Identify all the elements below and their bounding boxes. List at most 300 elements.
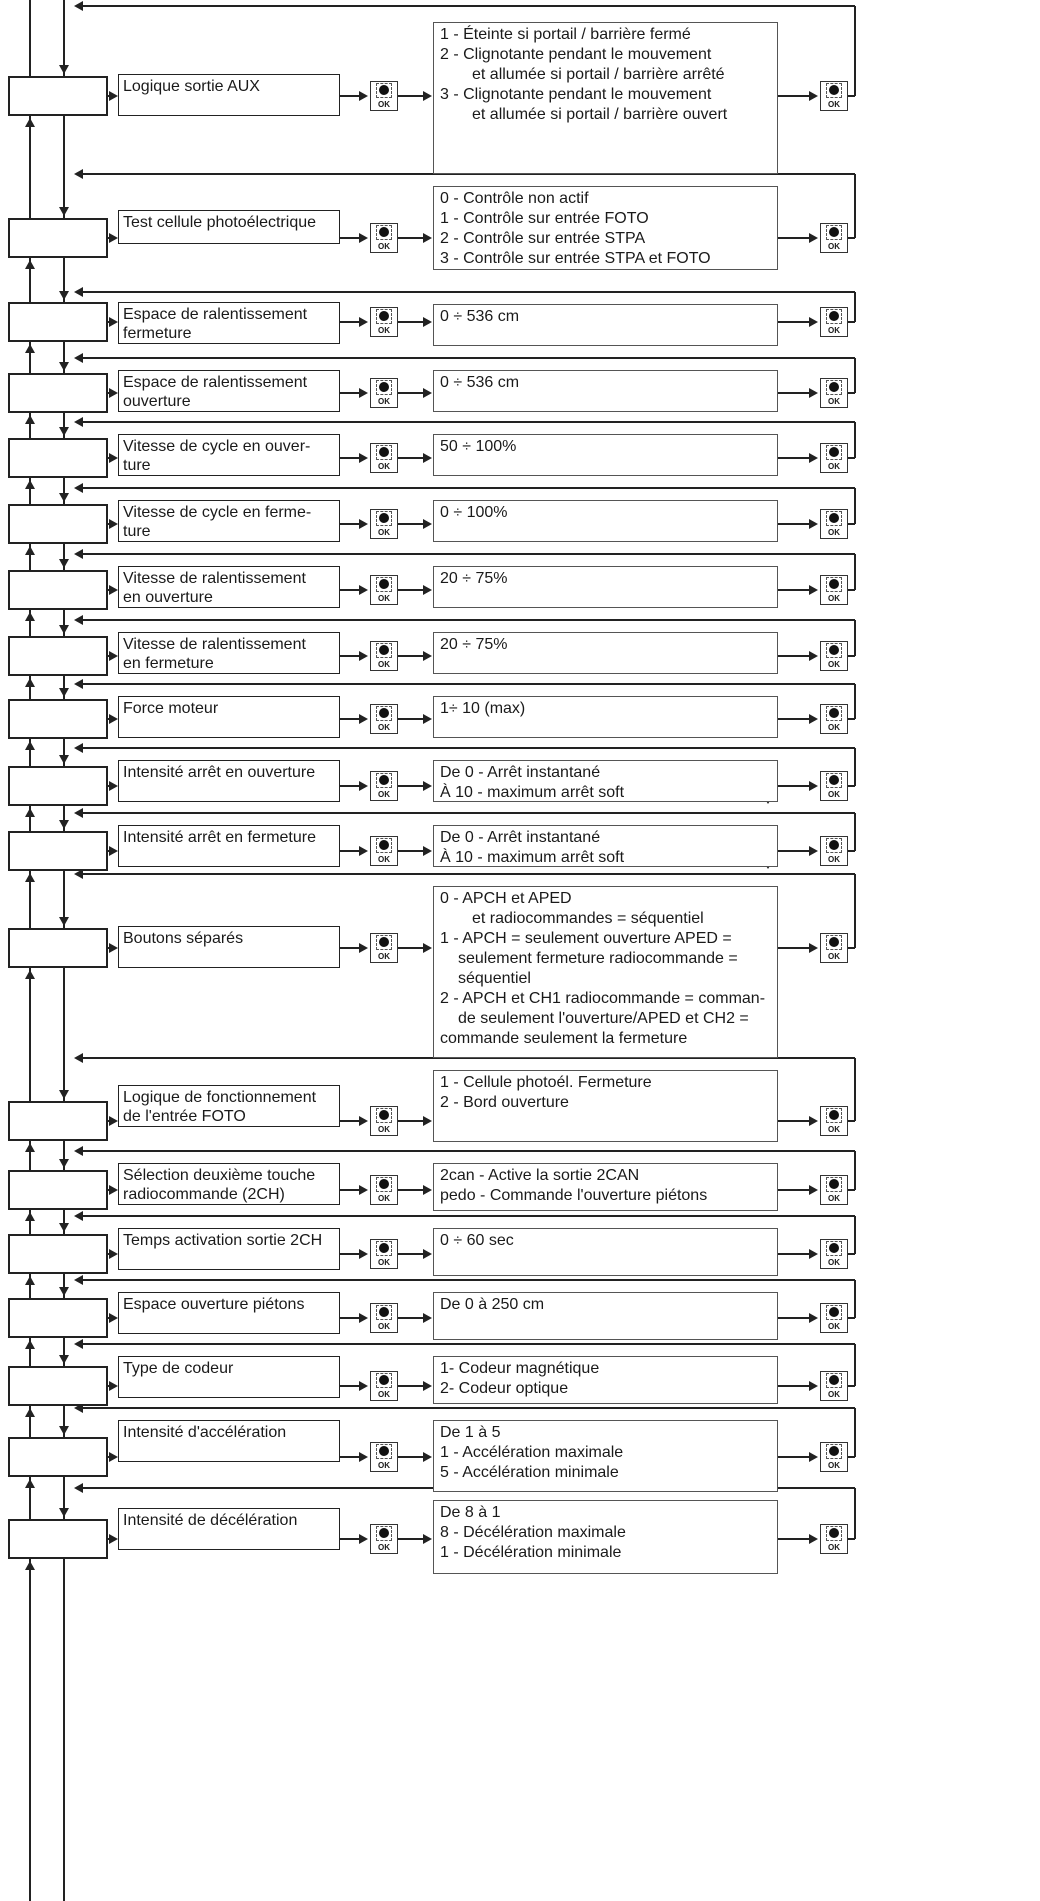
option-line: À 10 - maximum arrêt soft (440, 849, 625, 866)
ok-button-confirm[interactable] (820, 836, 848, 866)
arrow-head (423, 714, 432, 724)
ok-label: OK (828, 462, 840, 471)
param-code-display (8, 699, 108, 739)
param-code-display (8, 1101, 108, 1141)
param-code-display (8, 504, 108, 544)
arrow-head (359, 1313, 368, 1323)
ok-label: OK (828, 100, 840, 109)
up-arrow-head (25, 741, 35, 750)
ok-button-enter[interactable] (370, 1371, 398, 1401)
button-dot-icon (829, 840, 839, 850)
param-code-display (8, 636, 108, 676)
param-code-display (8, 438, 108, 478)
ok-button-confirm[interactable] (820, 575, 848, 605)
button-dot-icon (829, 85, 839, 95)
param-description (118, 825, 340, 867)
param-description (118, 760, 340, 802)
option-line: 1 - Accélération maximale (440, 1444, 624, 1461)
description-line: Sélection deuxième touche (123, 1167, 316, 1184)
ok-button-enter[interactable] (370, 704, 398, 734)
description-line: Espace de ralentissement (123, 374, 308, 391)
arrow-head (109, 233, 118, 243)
ok-label: OK (378, 1322, 390, 1331)
down-arrow-head (59, 820, 69, 829)
arrow-head (809, 1452, 818, 1462)
return-arrow-head (74, 549, 83, 559)
param-description (118, 1356, 340, 1398)
button-dot-icon (829, 227, 839, 237)
option-line: De 0 - Arrêt instantané (440, 764, 601, 781)
param-options (433, 1070, 778, 1142)
param-code-display (8, 373, 108, 413)
ok-label: OK (378, 1258, 390, 1267)
param-code-display (8, 928, 108, 968)
return-arrow-head (74, 169, 83, 179)
option-line: De 0 à 250 cm (440, 1296, 545, 1313)
param-description (118, 302, 340, 344)
param-options (433, 22, 778, 174)
down-arrow-head (59, 1355, 69, 1364)
ok-label: OK (378, 1194, 390, 1203)
option-line: 3 - Contrôle sur entrée STPA et FOTO (440, 250, 711, 267)
ok-button-confirm[interactable] (820, 1106, 848, 1136)
ok-label: OK (378, 790, 390, 799)
ok-button-enter[interactable] (370, 1303, 398, 1333)
up-arrow-head (25, 415, 35, 424)
ok-button-confirm[interactable] (820, 223, 848, 253)
return-arrow-head (74, 353, 83, 363)
option-line: 2can - Active la sortie 2CAN (440, 1167, 640, 1184)
up-arrow-head (25, 970, 35, 979)
option-line: séquentiel (458, 970, 531, 987)
option-line: À 10 - maximum arrêt soft (440, 784, 625, 801)
option-line: 0 ÷ 536 cm (440, 374, 520, 391)
param-description (118, 210, 340, 244)
button-dot-icon (379, 1446, 389, 1456)
param-code-display (8, 218, 108, 258)
description-line: ture (123, 523, 151, 540)
ok-label: OK (378, 1390, 390, 1399)
option-line: 20 ÷ 75% (440, 636, 508, 653)
button-dot-icon (379, 775, 389, 785)
arrow-head (359, 1249, 368, 1259)
up-arrow-head (25, 118, 35, 127)
option-line: 5 - Accélération minimale (440, 1464, 619, 1481)
down-arrow-head (59, 207, 69, 216)
button-dot-icon (379, 1528, 389, 1538)
down-arrow-head (59, 559, 69, 568)
ok-label: OK (378, 397, 390, 406)
button-dot-icon (379, 1110, 389, 1120)
ok-button-confirm[interactable] (820, 1239, 848, 1269)
ok-label: OK (828, 242, 840, 251)
ok-label: OK (828, 1194, 840, 1203)
arrow-head (809, 388, 818, 398)
button-dot-icon (829, 311, 839, 321)
arrow-head (109, 651, 118, 661)
ok-label: OK (378, 100, 390, 109)
option-line: 2 - APCH et CH1 radiocommande = comman- (440, 990, 766, 1007)
arrow-head (423, 233, 432, 243)
ok-label: OK (378, 594, 390, 603)
option-line: 2- Codeur optique (440, 1380, 569, 1397)
ok-button-enter[interactable] (370, 771, 398, 801)
ok-label: OK (378, 528, 390, 537)
button-dot-icon (829, 1307, 839, 1317)
arrow-head (809, 233, 818, 243)
button-dot-icon (829, 937, 839, 947)
arrow-head (109, 1185, 118, 1195)
arrow-head (109, 519, 118, 529)
arrow-head (359, 714, 368, 724)
ok-button-confirm[interactable] (820, 1371, 848, 1401)
param-options (433, 1420, 778, 1492)
arrow-head (423, 1185, 432, 1195)
ok-button-enter[interactable] (370, 641, 398, 671)
param-description (118, 1228, 340, 1270)
ok-label: OK (828, 1258, 840, 1267)
param-code-display (8, 1234, 108, 1274)
up-arrow-head (25, 1212, 35, 1221)
param-code-display (8, 831, 108, 871)
option-line: 2 - Clignotante pendant le mouvement (440, 46, 712, 63)
button-dot-icon (829, 579, 839, 589)
ok-button-enter[interactable] (370, 836, 398, 866)
button-dot-icon (829, 775, 839, 785)
arrow-head (423, 388, 432, 398)
ok-label: OK (378, 660, 390, 669)
down-arrow-head (59, 917, 69, 926)
ok-button-enter[interactable] (370, 307, 398, 337)
ok-button-enter[interactable] (370, 81, 398, 111)
arrow-head (809, 1381, 818, 1391)
option-line: 0 ÷ 100% (440, 504, 508, 521)
arrow-head (109, 1313, 118, 1323)
arrow-head (359, 1381, 368, 1391)
ok-button-confirm[interactable] (820, 771, 848, 801)
option-line: commande seulement la fermeture (440, 1030, 688, 1047)
down-arrow-head (59, 1223, 69, 1232)
description-line: ture (123, 457, 151, 474)
button-dot-icon (379, 513, 389, 523)
ok-button-enter[interactable] (370, 378, 398, 408)
option-line: 8 - Décélération maximale (440, 1524, 626, 1541)
down-arrow-head (59, 688, 69, 697)
ok-button-confirm[interactable] (820, 509, 848, 539)
arrow-head (423, 1313, 432, 1323)
down-arrow-head (59, 493, 69, 502)
ok-label: OK (828, 723, 840, 732)
param-description (118, 1420, 340, 1462)
description-line: Type de codeur (123, 1360, 234, 1377)
description-line: Espace ouverture piétons (123, 1296, 305, 1313)
ok-label: OK (828, 1543, 840, 1552)
ok-label: OK (378, 242, 390, 251)
button-dot-icon (379, 708, 389, 718)
arrow-head (423, 91, 432, 101)
description-line: Boutons séparés (123, 930, 244, 947)
param-options (433, 1163, 778, 1211)
description-line: Temps activation sortie 2CH (123, 1232, 323, 1249)
arrow-head (359, 519, 368, 529)
ok-label: OK (828, 397, 840, 406)
param-description (118, 926, 340, 968)
ok-label: OK (378, 1543, 390, 1552)
param-code-display (8, 1298, 108, 1338)
option-line: et radiocommandes = séquentiel (472, 910, 704, 927)
description-line: en fermeture (123, 655, 214, 672)
param-code-display (8, 766, 108, 806)
param-options (433, 886, 778, 1058)
param-code-display (8, 302, 108, 342)
description-line: Vitesse de ralentissement (123, 570, 306, 587)
option-line: 3 - Clignotante pendant le mouvement (440, 86, 712, 103)
ok-button-confirm[interactable] (820, 1303, 848, 1333)
ok-button-enter[interactable] (370, 509, 398, 539)
ok-label: OK (828, 326, 840, 335)
up-arrow-head (25, 344, 35, 353)
option-line: 0 - Contrôle non actif (440, 190, 589, 207)
param-options (433, 500, 778, 542)
option-line: pedo - Commande l'ouverture piétons (440, 1187, 708, 1204)
button-dot-icon (379, 1243, 389, 1253)
arrow-head (359, 651, 368, 661)
arrow-head (809, 91, 818, 101)
arrow-head (109, 1116, 118, 1126)
description-line: fermeture (123, 325, 192, 342)
option-line: et allumée si portail / barrière ouvert (472, 106, 728, 123)
arrow-head (359, 1185, 368, 1195)
up-arrow-head (25, 1561, 35, 1570)
param-description (118, 434, 340, 476)
option-line: 1 - Cellule photoél. Fermeture (440, 1074, 652, 1091)
arrow-head (423, 317, 432, 327)
description-line: Intensité arrêt en ouverture (123, 764, 316, 781)
arrow-head (423, 1249, 432, 1259)
ok-button-enter[interactable] (370, 1442, 398, 1472)
arrow-head (809, 714, 818, 724)
ok-button-confirm[interactable] (820, 378, 848, 408)
arrow-head (809, 943, 818, 953)
return-arrow-head (74, 1339, 83, 1349)
param-options (433, 186, 778, 270)
param-options (433, 1356, 778, 1404)
arrow-head (359, 1452, 368, 1462)
description-line: Intensité arrêt en fermeture (123, 829, 316, 846)
up-arrow-head (25, 1479, 35, 1488)
param-options (433, 566, 778, 608)
option-line: 20 ÷ 75% (440, 570, 508, 587)
button-dot-icon (379, 227, 389, 237)
ok-label: OK (828, 1322, 840, 1331)
arrow-head (423, 519, 432, 529)
button-dot-icon (829, 645, 839, 655)
ok-button-enter[interactable] (370, 1175, 398, 1205)
param-description (118, 1292, 340, 1334)
down-arrow-head (59, 755, 69, 764)
ok-label: OK (828, 660, 840, 669)
arrow-head (109, 585, 118, 595)
arrow-head (359, 781, 368, 791)
up-arrow-head (25, 1276, 35, 1285)
return-arrow-head (74, 1211, 83, 1221)
arrow-head (809, 317, 818, 327)
button-dot-icon (829, 1179, 839, 1189)
ok-button-confirm[interactable] (820, 704, 848, 734)
param-code-display (8, 1437, 108, 1477)
param-code-display (8, 1366, 108, 1406)
arrow-head (359, 453, 368, 463)
return-arrow-head (74, 1146, 83, 1156)
ok-label: OK (828, 1125, 840, 1134)
ok-button-confirm[interactable] (820, 641, 848, 671)
return-arrow-head (74, 679, 83, 689)
return-arrow-head (74, 1275, 83, 1285)
description-line: en ouverture (123, 589, 213, 606)
ok-button-enter[interactable] (370, 223, 398, 253)
down-arrow-head (59, 291, 69, 300)
down-arrow-head (59, 362, 69, 371)
param-options (433, 632, 778, 674)
up-arrow-head (25, 546, 35, 555)
param-options (433, 825, 778, 867)
button-dot-icon (829, 1528, 839, 1538)
arrow-head (809, 781, 818, 791)
up-arrow-head (25, 1143, 35, 1152)
ok-label: OK (828, 1461, 840, 1470)
param-code-display (8, 1170, 108, 1210)
option-line: 1- Codeur magnétique (440, 1360, 600, 1377)
ok-label: OK (828, 528, 840, 537)
arrow-head (359, 91, 368, 101)
ok-button-enter[interactable] (370, 1524, 398, 1554)
ok-label: OK (378, 462, 390, 471)
down-arrow-head (59, 1090, 69, 1099)
down-arrow-head (59, 427, 69, 436)
arrow-head (359, 1116, 368, 1126)
ok-button-confirm[interactable] (820, 1524, 848, 1554)
arrow-head (423, 1534, 432, 1544)
option-line: 0 ÷ 60 sec (440, 1232, 514, 1249)
ok-button-confirm[interactable] (820, 933, 848, 963)
param-options (433, 1292, 778, 1340)
return-arrow-head (74, 483, 83, 493)
arrow-head (809, 453, 818, 463)
param-description (118, 370, 340, 412)
description-line: Intensité d'accélération (123, 1424, 287, 1441)
ok-label: OK (828, 1390, 840, 1399)
arrow-head (109, 388, 118, 398)
arrow-head (359, 585, 368, 595)
arrow-head (359, 943, 368, 953)
button-dot-icon (379, 645, 389, 655)
button-dot-icon (379, 1375, 389, 1385)
return-arrow-head (74, 808, 83, 818)
ok-button-confirm[interactable] (820, 307, 848, 337)
up-arrow-head (25, 1340, 35, 1349)
arrow-head (423, 781, 432, 791)
down-arrow-head (59, 1508, 69, 1517)
description-line: Vitesse de cycle en ouver- (123, 438, 311, 455)
param-description (118, 1085, 340, 1127)
arrow-head (809, 1116, 818, 1126)
ok-button-enter[interactable] (370, 1106, 398, 1136)
ok-button-enter[interactable] (370, 443, 398, 473)
option-line: 1 - Décélération minimale (440, 1544, 622, 1561)
up-arrow-head (25, 260, 35, 269)
option-line: 0 - APCH et APED (440, 890, 572, 907)
ok-button-confirm[interactable] (820, 1175, 848, 1205)
arrow-head (423, 1381, 432, 1391)
param-description (118, 74, 340, 116)
param-options (433, 760, 778, 802)
ok-label: OK (828, 952, 840, 961)
arrow-head (109, 317, 118, 327)
arrow-head (809, 585, 818, 595)
ok-button-confirm[interactable] (820, 1442, 848, 1472)
return-arrow-head (74, 417, 83, 427)
button-dot-icon (829, 1110, 839, 1120)
option-line: 0 ÷ 536 cm (440, 308, 520, 325)
arrow-head (423, 453, 432, 463)
description-line: Espace de ralentissement (123, 306, 308, 323)
ok-button-enter[interactable] (370, 933, 398, 963)
down-arrow-head (59, 1426, 69, 1435)
button-dot-icon (379, 579, 389, 589)
arrow-head (359, 846, 368, 856)
ok-button-enter[interactable] (370, 1239, 398, 1269)
button-dot-icon (829, 513, 839, 523)
arrow-head (359, 233, 368, 243)
description-line: Test cellule photoélectrique (123, 214, 317, 231)
down-arrow-head (59, 625, 69, 634)
description-line: Intensité de décélération (123, 1512, 298, 1529)
up-arrow-head (25, 678, 35, 687)
description-line: radiocommande (2CH) (123, 1186, 285, 1203)
up-arrow-head (25, 480, 35, 489)
up-arrow-head (25, 808, 35, 817)
option-line: 1 - APCH = seulement ouverture APED = (440, 930, 732, 947)
ok-label: OK (378, 1125, 390, 1134)
return-arrow-head (74, 287, 83, 297)
description-line: Logique de fonctionnement (123, 1089, 317, 1106)
param-description (118, 566, 340, 608)
ok-button-confirm[interactable] (820, 443, 848, 473)
option-line: De 8 à 1 (440, 1504, 501, 1521)
param-options (433, 370, 778, 412)
return-arrow-head (74, 615, 83, 625)
description-line: ouverture (123, 393, 191, 410)
button-dot-icon (379, 1307, 389, 1317)
button-dot-icon (379, 85, 389, 95)
arrow-head (809, 1249, 818, 1259)
button-dot-icon (379, 937, 389, 947)
description-line: Force moteur (123, 700, 219, 717)
ok-label: OK (378, 723, 390, 732)
arrow-head (109, 781, 118, 791)
ok-label: OK (378, 952, 390, 961)
arrow-head (109, 714, 118, 724)
arrow-head (809, 1534, 818, 1544)
param-description (118, 696, 340, 738)
param-options (433, 1500, 778, 1574)
arrow-head (109, 846, 118, 856)
description-line: de l'entrée FOTO (123, 1108, 246, 1125)
ok-button-confirm[interactable] (820, 81, 848, 111)
ok-button-enter[interactable] (370, 575, 398, 605)
param-options (433, 434, 778, 476)
return-arrow-head (74, 1053, 83, 1063)
